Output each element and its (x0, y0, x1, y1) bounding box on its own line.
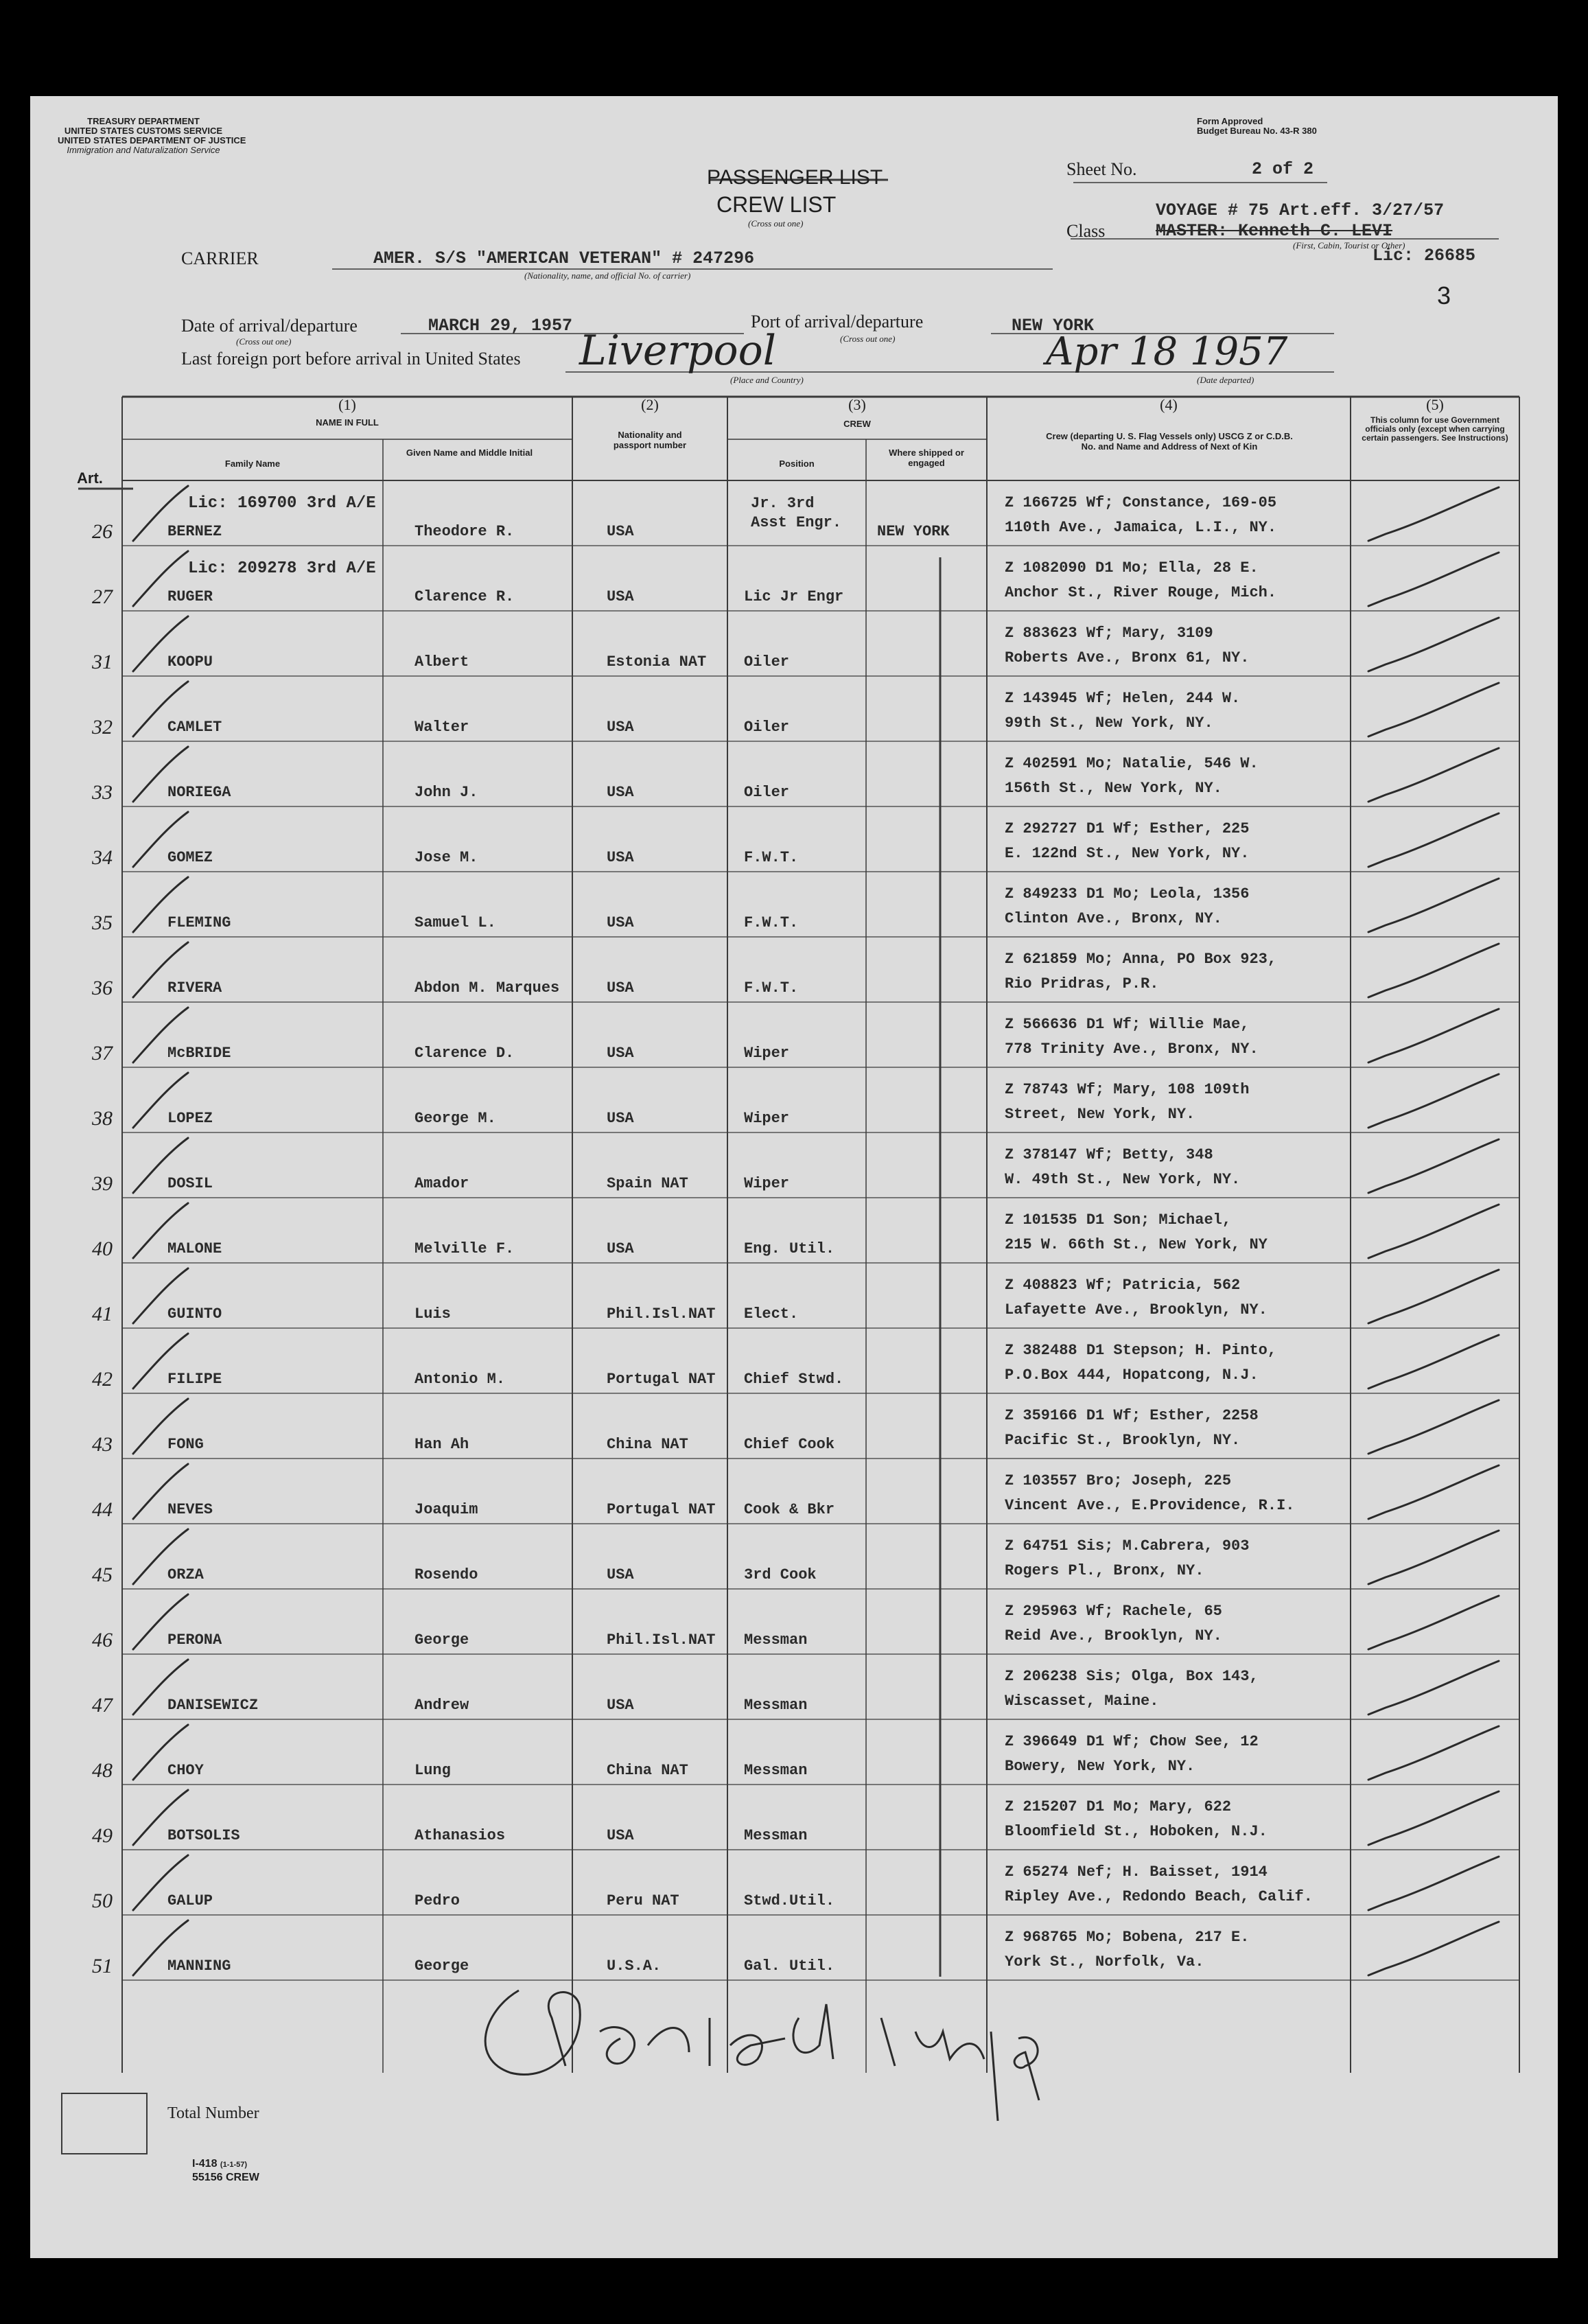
position: F.W.T. (744, 979, 799, 997)
agency-block (58, 116, 246, 155)
carrier-note: (Nationality, name, and official No. of carrier) (524, 270, 691, 281)
agency-line4: Immigration and Naturalization Service (67, 145, 220, 155)
col1-number: (1) (338, 396, 356, 413)
position: Wiper (744, 1175, 790, 1192)
family-name: ORZA (167, 1566, 204, 1583)
next-of-kin-line1: Z 1082090 D1 Mo; Ella, 28 E. (1005, 559, 1259, 577)
agency-line1: TREASURY DEPARTMENT (87, 116, 200, 126)
next-of-kin-line2: Reid Ave., Brooklyn, NY. (1005, 1627, 1222, 1645)
next-of-kin-line1: Z 78743 Wf; Mary, 108 109th (1005, 1081, 1250, 1098)
nationality: USA (607, 1697, 634, 1714)
title-cross-out: (Cross out one) (748, 218, 804, 229)
next-of-kin-line1: Z 101535 D1 Son; Michael, (1005, 1211, 1232, 1229)
table-row (30, 1850, 1558, 1915)
table-row (30, 1459, 1558, 1524)
next-of-kin-line1: Z 143945 Wf; Helen, 244 W. (1005, 690, 1241, 707)
given-name: Walter (414, 719, 469, 736)
form-approved-line1: Form Approved (1197, 116, 1263, 126)
nationality: Portugal NAT (607, 1501, 716, 1518)
next-of-kin-line2: E. 122nd St., New York, NY. (1005, 845, 1250, 862)
next-of-kin-line1: Z 295963 Wf; Rachele, 65 (1005, 1603, 1222, 1620)
next-of-kin-line1: Z 215207 D1 Mo; Mary, 622 (1005, 1798, 1232, 1815)
position: Messman (744, 1762, 808, 1779)
date-value: MARCH 29, 1957 (428, 316, 573, 336)
given-name: John J. (414, 784, 478, 801)
table-row (30, 1589, 1558, 1654)
nationality: Estonia NAT (607, 653, 707, 671)
art-number: 51 (92, 1955, 113, 1977)
nationality: USA (607, 588, 634, 605)
position: Messman (744, 1697, 808, 1714)
next-of-kin-line1: Z 621859 Mo; Anna, PO Box 923, (1005, 951, 1277, 968)
art-number: 37 (92, 1042, 113, 1065)
position: Lic Jr Engr (744, 588, 844, 605)
col2-number: (2) (641, 396, 659, 413)
next-of-kin-line1: Z 566636 D1 Wf; Willie Mae, (1005, 1016, 1250, 1033)
position: Wiper (744, 1110, 790, 1127)
license-note: Lic: 209278 3rd A/E (188, 559, 376, 578)
table-row (30, 480, 1558, 546)
next-of-kin-line2: Lafayette Ave., Brooklyn, NY. (1005, 1301, 1268, 1318)
col1-header: NAME IN FULL (316, 417, 379, 428)
next-of-kin-line2: Bowery, New York, NY. (1005, 1758, 1195, 1775)
art-number: 46 (92, 1629, 113, 1651)
given-name: Andrew (414, 1697, 469, 1714)
nationality: USA (607, 849, 634, 866)
table-row (30, 1198, 1558, 1263)
table-row (30, 1263, 1558, 1328)
port-label: Port of arrival/departure (751, 312, 924, 332)
nationality: USA (607, 1045, 634, 1062)
table-row (30, 676, 1558, 741)
art-number: 33 (92, 781, 113, 804)
last-port-label: Last foreign port before arrival in United States (181, 349, 521, 369)
col3a-header: Position (779, 458, 815, 469)
position: Chief Cook (744, 1436, 835, 1453)
position: 3rd Cook (744, 1566, 817, 1583)
title-crew: CREW LIST (716, 192, 837, 217)
art-number: 49 (92, 1824, 113, 1847)
col3-number: (3) (848, 396, 866, 413)
art-number: 47 (92, 1694, 113, 1717)
next-of-kin-line1: Z 402591 Mo; Natalie, 546 W. (1005, 755, 1259, 772)
given-name: George (414, 1631, 469, 1649)
art-number: 42 (92, 1368, 113, 1391)
col3-header: CREW (843, 419, 871, 429)
table-row (30, 1067, 1558, 1132)
position: Elect. (744, 1305, 799, 1323)
family-name: GUINTO (167, 1305, 222, 1323)
next-of-kin-line2: P.O.Box 444, Hopatcong, N.J. (1005, 1367, 1259, 1384)
form-number (192, 2158, 247, 2170)
position: Chief Stwd. (744, 1371, 844, 1388)
next-of-kin-line1: Z 382488 D1 Stepson; H. Pinto, (1005, 1342, 1277, 1359)
next-of-kin-line1: Z 65274 Nef; H. Baisset, 1914 (1005, 1863, 1268, 1881)
given-name: Han Ah (414, 1436, 469, 1453)
family-name: DOSIL (167, 1175, 213, 1192)
manifest-sheet (30, 96, 1558, 2258)
next-of-kin-line1: Z 292727 D1 Wf; Esther, 225 (1005, 820, 1250, 837)
col5-header: This column for use Government officials only (except when carrying certain passengers. See Instructions) (1362, 415, 1508, 443)
next-of-kin-line2: Rogers Pl., Bronx, NY. (1005, 1562, 1204, 1579)
next-of-kin-line2: 110th Ave., Jamaica, L.I., NY. (1005, 519, 1277, 536)
total-number-label: Total Number (167, 2104, 259, 2122)
nationality: Peru NAT (607, 1892, 679, 1909)
art-number: 45 (92, 1564, 113, 1586)
table-row (30, 1719, 1558, 1785)
nationality: Phil.Isl.NAT (607, 1631, 716, 1649)
last-port-note: (Place and Country) (730, 375, 804, 385)
agency-line3: UNITED STATES DEPARTMENT OF JUSTICE (58, 135, 246, 146)
table-row (30, 1785, 1558, 1850)
given-name: Lung (414, 1762, 451, 1779)
family-name: KOOPU (167, 653, 213, 671)
art-number: 26 (92, 520, 113, 543)
family-name: RIVERA (167, 979, 222, 997)
family-name: LOPEZ (167, 1110, 213, 1127)
art-number: 34 (92, 846, 113, 869)
next-of-kin-line2: Wiscasset, Maine. (1005, 1693, 1159, 1710)
master-line: MASTER: Kenneth C. LEVI (1156, 221, 1393, 241)
given-name: Clarence R. (414, 588, 515, 605)
table-row (30, 806, 1558, 872)
next-of-kin-line2: Vincent Ave., E.Providence, R.I. (1005, 1497, 1295, 1514)
class-label: Class (1066, 221, 1106, 241)
next-of-kin-line1: Z 396649 D1 Wf; Chow See, 12 (1005, 1733, 1259, 1750)
family-name: NEVES (167, 1501, 213, 1518)
table-row (30, 741, 1558, 806)
art-number: 27 (92, 585, 113, 608)
next-of-kin-line1: Z 883623 Wf; Mary, 3109 (1005, 625, 1213, 642)
title-passenger: PASSENGER LIST (707, 166, 883, 189)
position: Stwd.Util. (744, 1892, 835, 1909)
next-of-kin-line1: Z 64751 Sis; M.Cabrera, 903 (1005, 1537, 1250, 1555)
next-of-kin-line1: Z 166725 Wf; Constance, 169-05 (1005, 494, 1277, 511)
nationality: USA (607, 784, 634, 801)
art-number: 44 (92, 1498, 113, 1521)
table-row (30, 872, 1558, 937)
family-name: McBRIDE (167, 1045, 231, 1062)
sheet-value: 2 of 2 (1252, 159, 1314, 179)
carrier-value: AMER. S/S "AMERICAN VETERAN" # 247296 (373, 248, 755, 268)
last-port-handwritten: Liverpool (579, 327, 776, 375)
art-number: 38 (92, 1107, 113, 1130)
table-row (30, 1654, 1558, 1719)
given-name: Athanasios (414, 1827, 506, 1844)
next-of-kin-line2: Ripley Ave., Redondo Beach, Calif. (1005, 1888, 1313, 1905)
given-name: Jose M. (414, 849, 478, 866)
family-name: PERONA (167, 1631, 222, 1649)
sheet-label: Sheet No. (1066, 159, 1137, 179)
table-row (30, 1524, 1558, 1589)
next-of-kin-line2: 99th St., New York, NY. (1005, 714, 1213, 732)
next-of-kin-line1: Z 968765 Mo; Bobena, 217 E. (1005, 1929, 1250, 1946)
art-number: 31 (92, 651, 113, 673)
family-name: NORIEGA (167, 784, 231, 801)
art-header: Art. (77, 469, 103, 487)
col5-number: (5) (1426, 396, 1444, 413)
nationality: Phil.Isl.NAT (607, 1305, 716, 1323)
family-name: MALONE (167, 1240, 222, 1257)
next-of-kin-line2: W. 49th St., New York, NY. (1005, 1171, 1241, 1188)
table-row (30, 1915, 1558, 1980)
next-of-kin-line1: Z 849233 D1 Mo; Leola, 1356 (1005, 885, 1250, 903)
nationality: China NAT (607, 1436, 688, 1453)
departed-date-handwritten: Apr 18 1957 (1046, 329, 1288, 374)
next-of-kin-line2: 156th St., New York, NY. (1005, 780, 1222, 797)
class-note: (First, Cabin, Tourist or Other) (1293, 240, 1405, 251)
nationality: USA (607, 979, 634, 997)
art-number: 35 (92, 911, 113, 934)
position: Messman (744, 1827, 808, 1844)
nationality: Spain NAT (607, 1175, 688, 1192)
position: Cook & Bkr (744, 1501, 835, 1518)
family-name: DANISEWICZ (167, 1697, 259, 1714)
total-number-box (62, 2093, 147, 2154)
signature-scribble (485, 1990, 1039, 2121)
next-of-kin-line2: Rio Pridras, P.R. (1005, 975, 1159, 992)
position: Gal. Util. (744, 1957, 835, 1975)
given-name: Melville F. (414, 1240, 515, 1257)
family-name: MANNING (167, 1957, 231, 1975)
signature-text (538, 2011, 547, 2012)
nationality: USA (607, 1240, 634, 1257)
nationality: USA (607, 1110, 634, 1127)
col2-header: Nationality and passport number (613, 430, 687, 450)
form-date: (1-1-57) (220, 2161, 248, 2169)
table-row (30, 1328, 1558, 1393)
next-of-kin-line1: Z 206238 Sis; Olga, Box 143, (1005, 1668, 1259, 1685)
table-row (30, 611, 1558, 676)
port-cross-out: (Cross out one) (840, 334, 896, 344)
art-number: 36 (92, 977, 113, 999)
table-row (30, 937, 1558, 1002)
given-name: Antonio M. (414, 1371, 506, 1388)
next-of-kin-line2: 778 Trinity Ave., Bronx, NY. (1005, 1041, 1259, 1058)
table-row (30, 546, 1558, 611)
position: Oiler (744, 719, 790, 736)
form-code: 55156 CREW (192, 2172, 259, 2183)
nationality: USA (607, 1827, 634, 1844)
given-name: Joaquim (414, 1501, 478, 1518)
next-of-kin-line2: Roberts Ave., Bronx 61, NY. (1005, 649, 1250, 666)
art-number: 32 (92, 716, 113, 739)
departed-date-note: (Date departed) (1197, 375, 1254, 385)
col1b-header: Given Name and Middle Initial (406, 448, 533, 458)
art-number: 39 (92, 1172, 113, 1195)
next-of-kin-line2: 215 W. 66th St., New York, NY (1005, 1236, 1268, 1253)
nationality: Portugal NAT (607, 1371, 716, 1388)
given-name: George M. (414, 1110, 496, 1127)
art-number: 41 (92, 1303, 113, 1325)
next-of-kin-line1: Z 359166 D1 Wf; Esther, 2258 (1005, 1407, 1259, 1424)
position: Messman (744, 1631, 808, 1649)
given-name: Albert (414, 653, 469, 671)
given-name: Theodore R. (414, 523, 515, 540)
col3b-header: Where shipped or engaged (889, 448, 964, 468)
family-name: CAMLET (167, 719, 222, 736)
position: F.W.T. (744, 914, 799, 931)
master-lic: Lic: 26685 (1373, 246, 1476, 266)
next-of-kin-line1: Z 103557 Bro; Joseph, 225 (1005, 1472, 1232, 1489)
col1a-header: Family Name (224, 458, 281, 469)
page-mark: 3 (1437, 281, 1451, 310)
position: Eng. Util. (744, 1240, 835, 1257)
position: Jr. 3rd Asst Engr. (751, 495, 842, 531)
given-name: George (414, 1957, 469, 1975)
position: Oiler (744, 653, 790, 671)
port-value: NEW YORK (1012, 316, 1095, 336)
art-number: 40 (92, 1237, 113, 1260)
given-name: Luis (414, 1305, 451, 1323)
license-note: Lic: 169700 3rd A/E (188, 494, 376, 513)
col4-header: Crew (departing U. S. Flag Vessels only) USCG Z or C.D.B. No. and Name and Address of Next of Kin (1046, 431, 1293, 452)
family-name: CHOY (167, 1762, 204, 1779)
next-of-kin-line2: York St., Norfolk, Va. (1005, 1953, 1204, 1971)
form-id: I-418 (192, 2158, 218, 2170)
position: Wiper (744, 1045, 790, 1062)
family-name: GALUP (167, 1892, 213, 1909)
art-number: 48 (92, 1759, 113, 1782)
given-name: Samuel L. (414, 914, 496, 931)
table-row (30, 1132, 1558, 1198)
family-name: GOMEZ (167, 849, 213, 866)
agency-line2: UNITED STATES CUSTOMS SERVICE (64, 126, 223, 136)
shipped-port: NEW YORK (877, 523, 950, 540)
family-name: BOTSOLIS (167, 1827, 240, 1844)
next-of-kin-line2: Clinton Ave., Bronx, NY. (1005, 910, 1222, 927)
col4-number: (4) (1160, 396, 1178, 413)
form-approved-line2: Budget Bureau No. 43-R 380 (1197, 126, 1317, 136)
family-name: FLEMING (167, 914, 231, 931)
given-name: Rosendo (414, 1566, 478, 1583)
given-name: Abdon M. Marques (414, 979, 560, 997)
position: F.W.T. (744, 849, 799, 866)
given-name: Clarence D. (414, 1045, 515, 1062)
next-of-kin-line2: Street, New York, NY. (1005, 1106, 1195, 1123)
nationality: USA (607, 914, 634, 931)
nationality: USA (607, 719, 634, 736)
table-row (30, 1002, 1558, 1067)
given-name: Pedro (414, 1892, 460, 1909)
nationality: USA (607, 523, 634, 540)
voyage-line: VOYAGE # 75 Art.eff. 3/27/57 (1156, 200, 1445, 220)
family-name: FONG (167, 1436, 204, 1453)
carrier-label: CARRIER (181, 248, 259, 268)
nationality: U.S.A. (607, 1957, 662, 1975)
next-of-kin-line2: Anchor St., River Rouge, Mich. (1005, 584, 1277, 601)
family-name: RUGER (167, 588, 213, 605)
next-of-kin-line1: Z 378147 Wf; Betty, 348 (1005, 1146, 1213, 1163)
next-of-kin-line2: Bloomfield St., Hoboken, N.J. (1005, 1823, 1268, 1840)
next-of-kin-line2: Pacific St., Brooklyn, NY. (1005, 1432, 1241, 1449)
nationality: USA (607, 1566, 634, 1583)
family-name: BERNEZ (167, 523, 222, 540)
nationality: China NAT (607, 1762, 688, 1779)
next-of-kin-line1: Z 408823 Wf; Patricia, 562 (1005, 1277, 1241, 1294)
given-name: Amador (414, 1175, 469, 1192)
art-number: 50 (92, 1890, 113, 1912)
table-row (30, 1393, 1558, 1459)
form-approved (1197, 117, 1317, 136)
family-name: FILIPE (167, 1371, 222, 1388)
position: Oiler (744, 784, 790, 801)
date-label: Date of arrival/departure (181, 316, 358, 336)
art-number: 43 (92, 1433, 113, 1456)
date-cross-out: (Cross out one) (236, 336, 292, 347)
